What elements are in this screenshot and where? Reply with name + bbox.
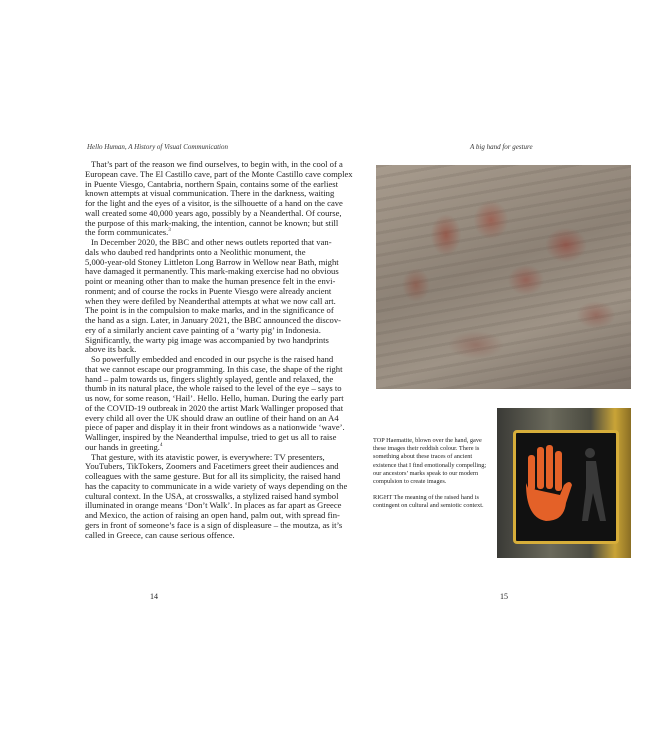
text-line-content: illuminated in orange means ‘Don’t Walk’. In places as far apart as Greece bbox=[85, 500, 342, 511]
signal-box bbox=[513, 430, 619, 544]
text-line-content: piece of paper and display it in their front windows as a nationwide ‘wave’. bbox=[85, 422, 345, 433]
text-line-content: That gesture, with its atavistic power, is everywhere: TV presenters, bbox=[91, 451, 325, 462]
text-line-content: So powerfully embedded and encoded in our psyche is the raised hand bbox=[91, 354, 334, 364]
text-line-content: us now, for some reason, ‘Hail’. Hello. Hello, human. During the early part bbox=[85, 393, 344, 403]
text-line-content: for the light and the eyes of a visitor, is the silhouette of a hand on the cave bbox=[85, 198, 343, 208]
text-line-content: ronment; and of course the rocks in Puente Viesgo were already ancient bbox=[85, 285, 332, 296]
footnote-ref: 3 bbox=[168, 228, 171, 234]
caption-right: RIGHT The meaning of the raised hand is contingent on cultural and semiotic context. bbox=[373, 494, 484, 510]
text-line-content: in Puente Viesgo, Cantabria, northern Spain, contains some of the earliest bbox=[85, 178, 339, 189]
text-line-content: In December 2020, the BBC and other news outlets reported that van- bbox=[91, 237, 332, 247]
text-line-content: Wallinger, inspired by the Neanderthal impulse, tried to get us all to raise bbox=[85, 432, 337, 442]
text-line-content: colleagues with the same gesture. But for all its simplicity, the raised hand bbox=[85, 471, 341, 481]
text-line-content: the form communicates. bbox=[85, 227, 169, 238]
text-line-content: ery of a similarly ancient cave painting of a ‘warty pig’ in Indonesia. bbox=[85, 324, 321, 335]
image-captions bbox=[373, 437, 493, 519]
body-text-column bbox=[85, 159, 353, 540]
text-line-content: thumb in its natural place, the whole raised to the level of the eye – says to bbox=[85, 383, 342, 394]
text-line-content: wall created some 40,000 years ago, possibly by a Neanderthal. Of course, bbox=[85, 207, 342, 218]
text-line-content: our hands in greeting. bbox=[85, 441, 160, 452]
cave-handprints-photo bbox=[376, 165, 631, 389]
text-line-content: called in Greece, can cause serious offence. bbox=[85, 529, 235, 540]
text-line-content: have damaged it permanently. This mark-making exercise had no obvious bbox=[85, 266, 339, 277]
running-head-left: Hello Human, A History of Visual Communication bbox=[87, 143, 228, 151]
text-line-content: known attempts at visual communication. There in the darkness, waiting bbox=[85, 188, 335, 199]
text-line-content: every child all over the UK should draw an outline of their hand on an A4 bbox=[85, 412, 339, 423]
text-line-content: point or meaning other than to make the human presence felt in the envi- bbox=[85, 276, 336, 286]
text-line-content: dals who daubed red handprints onto a Neolithic monument, the bbox=[85, 246, 306, 257]
dont-walk-signal-photo bbox=[497, 408, 631, 558]
text-line-content: of the COVID-19 outbreak in 2020 the artist Mark Wallinger proposed that bbox=[85, 402, 344, 413]
text-line-content: YouTubers, TikTokers, Zoomers and Facetimers greet their audiences and bbox=[85, 461, 339, 472]
page-number-right: 15 bbox=[500, 592, 508, 601]
page-number-left: 14 bbox=[150, 592, 158, 601]
text-line-content: Significantly, the warty pig image was accompanied by two handprints bbox=[85, 334, 329, 345]
text-line-content: hand – palm towards us, fingers slightly splayed, gentle and relaxed, the bbox=[85, 373, 334, 384]
raised-hand-icon bbox=[516, 433, 616, 541]
text-line-content: when they were defiled by Neanderthal attempts at what we now call art. bbox=[85, 295, 336, 306]
caption-top: TOP Haematite, blown over the hand, gave these images their reddish colour. There is something about these traces of ancient existence that I find emotionally compelling; our ancestors’ marks speak to our modern compulsion to create images. bbox=[373, 437, 487, 486]
text-line-content: That’s part of the reason we find ourselves, to begin with, in the cool of a bbox=[91, 159, 343, 169]
running-head-right: A big hand for gesture bbox=[470, 143, 533, 151]
text-line-content: and Mexico, the action of raising an open hand, palm out, with spread fin- bbox=[85, 510, 340, 520]
text-line-content: cultural context. In the USA, at crosswalks, a stylized raised hand symbol bbox=[85, 490, 339, 501]
text-line-content: has the capacity to communicate in a wide variety of ways depending on the bbox=[85, 480, 348, 491]
walking-figure-icon bbox=[582, 448, 606, 521]
text-line-content: gers in front of someone’s face is a sign of displeasure – the moutza, as it’s bbox=[85, 519, 343, 530]
text-line-content: The point is in the compulsion to make marks, and in the significance of bbox=[85, 305, 334, 316]
text-line-content: that we cannot escape our programming. In this case, the shape of the right bbox=[85, 363, 343, 374]
text-line bbox=[85, 531, 284, 541]
text-line-content: above its back. bbox=[85, 344, 137, 355]
footnote-ref: 4 bbox=[159, 442, 163, 448]
text-line-content: 5,000-year-old Stoney Littleton Long Barrow in Wellow near Bath, might bbox=[85, 256, 339, 267]
text-line-content: European cave. The El Castillo cave, part of the Monte Castillo cave complex bbox=[85, 168, 353, 179]
text-line-content: the hand as a sign. Later, in January 2021, the BBC announced the discov- bbox=[85, 315, 341, 325]
text-line-content: the purpose of this mark-making, the intention, cannot be known; but still bbox=[85, 217, 339, 228]
